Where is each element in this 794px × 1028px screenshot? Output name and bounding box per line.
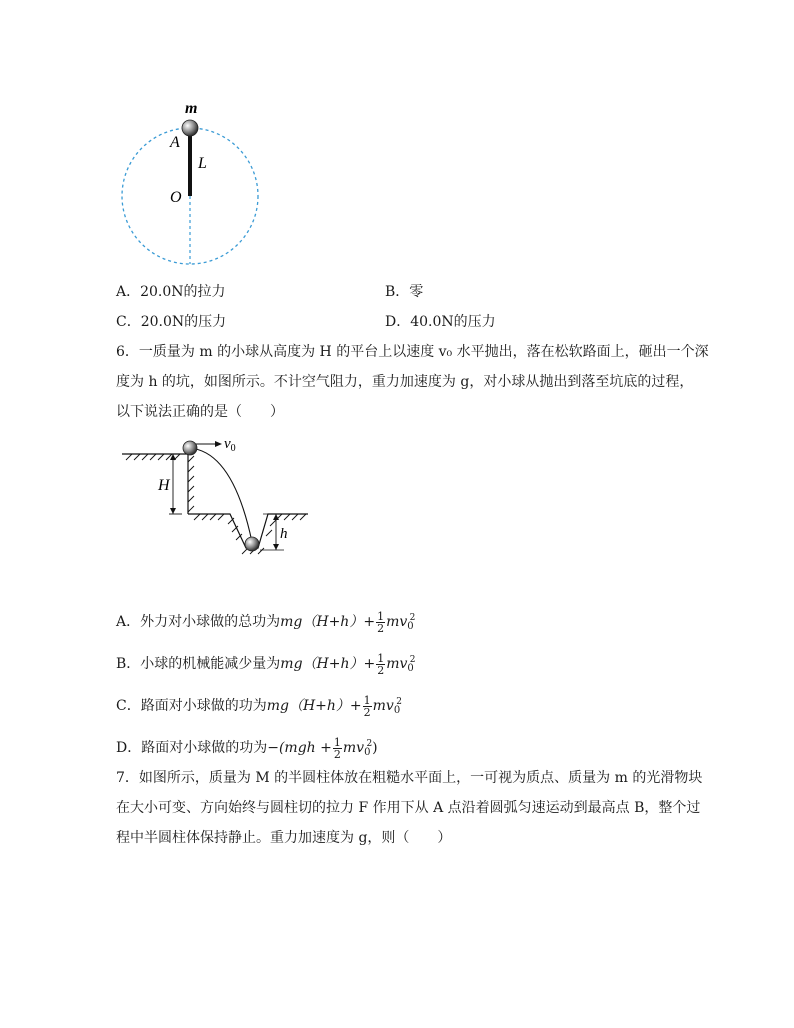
- q6-option-a: A．外力对小球做的总功为mg（H+h）+ $\frac{1}{2}$ $mv_0^2$: [116, 609, 416, 635]
- q5-option-d: D．40.0N的压力: [385, 314, 496, 330]
- q6-stem-line1: 6．一质量为 m 的小球从高度为 H 的平台上以速度 v₀ 水平抛出，落在松软路面上，砸出一个深: [116, 344, 709, 360]
- q6-option-d: D．路面对小球做的功为−(mgh + $\frac{1}{2}$ $mv_0^2$): [116, 735, 378, 761]
- q7-line3: 程中半圆柱体保持静止。重力加速度为 g，则（ ）: [116, 830, 452, 846]
- q5-option-b: B．零: [385, 284, 424, 300]
- q5-option-a: A．20.0N的拉力: [116, 284, 226, 300]
- q6-stem-line3: 以下说法正确的是（ ）: [116, 404, 284, 420]
- label-A: A: [170, 134, 180, 151]
- label-m: m: [185, 100, 198, 117]
- q5-option-c: C．20.0N的压力: [116, 314, 227, 330]
- label-H: H: [158, 477, 170, 494]
- q6-option-b: B．小球的机械能减少量为mg（H+h）+ $\frac{1}{2}$ $mv_0^2$: [116, 651, 416, 677]
- q6-option-c: C．路面对小球做的功为mg（H+h）+ $\frac{1}{2}$ $mv_0^2$: [116, 693, 402, 719]
- label-L: L: [198, 155, 207, 172]
- q7-line2: 在大小可变、方向始终与圆柱切的拉力 F 作用下从 A 点沿着圆弧匀速运动到最高点 B，整个过: [116, 800, 701, 816]
- label-v0: $v_0$: [224, 436, 236, 454]
- label-O: O: [170, 189, 182, 206]
- q7-line1: 7．如图所示，质量为 M 的半圆柱体放在粗糙水平面上，一可视为质点、质量为 m 的光滑物块: [116, 770, 703, 786]
- ball-m: [182, 120, 198, 136]
- figure-projectile-pit: [118, 432, 318, 562]
- q6-stem-line2: 度为 h 的坑，如图所示。不计空气阻力，重力加速度为 g，对小球从抛出到落至坑底的过程，: [116, 374, 694, 390]
- label-h: h: [280, 526, 288, 542]
- figure-circular-motion: [110, 95, 280, 275]
